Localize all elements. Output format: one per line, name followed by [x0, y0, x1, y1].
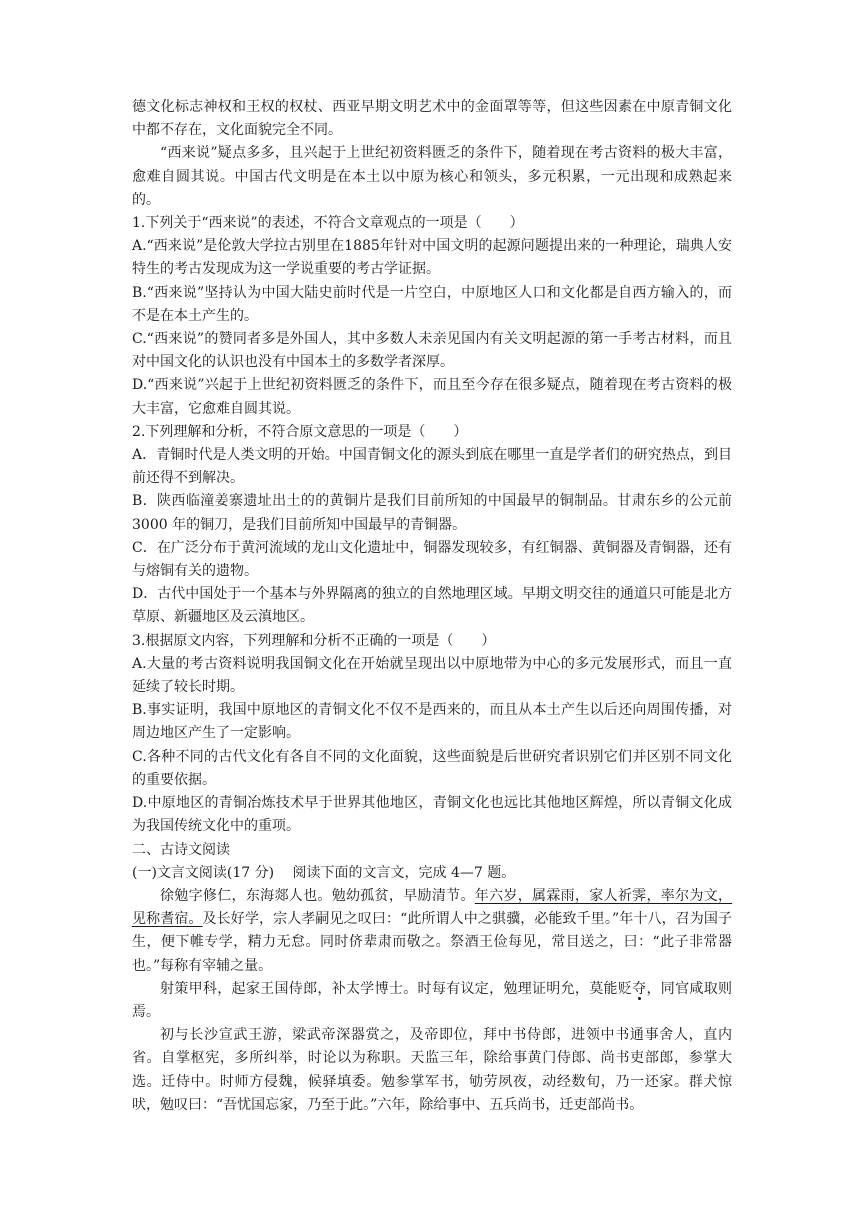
question-2-option-c: C．在广泛分布于黄河流域的龙山文化遗址中，铜器发现较多，有红铜器、黄铜器及青铜器，还有与熔铜有关的遗物。 [132, 539, 732, 580]
question-2-option-b: B．陕西临潼姜寨遗址出土的的黄铜片是我们目前所知的中国最早的铜制品。甘肃东乡的公元前 3000 年的铜刀，是我们目前所知中国最早的青铜器。 [132, 493, 732, 533]
section-subheading: (一)文言文阅读(17 分) 阅读下面的文言文，完成 4—7 题。 [132, 864, 516, 881]
passage-conclusion: “西来说”疑点多多，且兴起于上世纪初资料匮乏的条件下，随着现在考古资料的极大丰富，愈难自圆其说。中国古代文明是在本土以中原为核心和领头，多元积累，一元出现和成熟起来的。 [132, 145, 732, 208]
classical-text: 徐勉字修仁，东海郯人也。勉幼孤贫，早励清节。 [160, 887, 475, 904]
question-1-option-d: D.“西来说”兴起于上世纪初资料匮乏的条件下，而且至今存在很多疑点，随着现在考古资料的极大丰富，它愈难自圆其说。 [132, 377, 732, 417]
classical-paragraph-1 [132, 885, 732, 978]
question-3-option-d: D.中原地区的青铜冶炼技术早于世界其他地区，青铜文化也远比其他地区辉煌，所以青铜文化成为我国传统文化中的重项。 [132, 795, 732, 835]
section-heading: 二、古诗文阅读 [132, 841, 230, 858]
question-1-option-b: B.“西来说”坚持认为中国大陆史前时代是一片空白，中原地区人口和文化都是自西方输入的，而不是在本土产生的。 [132, 284, 732, 324]
passage-continuation: 德文化标志神权和王权的权杖、西亚早期文明艺术中的金面罩等等，但这些因素在中原青铜文化中都不存在，文化面貌完全不同。 [132, 99, 732, 139]
question-1-option-c: C.“西来说”的赞同者多是外国人，其中多数人未亲见国内有关文明起源的第一手考古材料，而且对中国文化的认识也没有中国本土的多数学者深厚。 [132, 331, 732, 371]
page-content [132, 96, 732, 1117]
classical-paragraph-2 [132, 978, 732, 1024]
question-3-option-b: B.事实证明，我国中原地区的青铜文化不仅不是西来的，而且从本土产生以后还向周围传播，对周边地区产生了一定影响。 [132, 702, 732, 742]
question-3-option-a: A.大量的考古资料说明我国铜文化在开始就呈现出以中原地带为中心的多元发展形式，而且一直延续了较长时期。 [132, 655, 732, 696]
emphasis-dotted-char: 夺 [632, 980, 647, 997]
classical-text: 及长好学，宗人孝嗣见之叹曰：“此所谓人中之骐骥，必能致千里。”年十八，召为国子生，便下帷专学，精力无怠。同时侪辈肃而敬之。祭酒王俭每见，常目送之，曰：“此子非常器也。”每称有宰辅之量。 [132, 911, 733, 974]
question-2-option-a: A．青铜时代是人类文明的开始。中国青铜文化的源头到底在哪里一直是学者们的研究热点，到目前还得不到解决。 [132, 447, 732, 487]
question-1-stem: 1.下列关于“西来说”的表述，不符合文章观点的一项是（ ） [132, 215, 524, 232]
classical-text: ，同官咸取则焉。 [132, 980, 733, 1020]
underlined-sentence: 年六岁，属霖雨，家人祈霁，率尔为文，见称耆宿。 [132, 887, 733, 928]
question-2-option-d: D．古代中国处于一个基本与外界隔离的独立的自然地理区域。早期文明交往的通道只可能是北方草原、新疆地区及云滇地区。 [132, 586, 732, 626]
classical-paragraph-3: 初与长沙宣武王游，梁武帝深器赏之，及帝即位，拜中书侍郎，进领中书通事舍人，直内省。自掌枢宪，多所纠举，时论以为称职。天监三年，除给事黄门侍郎、尚书吏部郎，参掌大选。迁侍中。时师方侵魏，候驿填委。勉参掌军书，劬劳夙夜，动经数旬，乃一还家。群犬惊吠，勉叹曰：“吾忧国忘家，乃至于此。”六年，除给事中、五兵尚书，迁吏部尚书。 [132, 1027, 732, 1113]
classical-text: 射策甲科，起家王国侍郎，补太学博士。时每有议定，勉理证明允，莫能贬 [160, 980, 633, 997]
question-2-stem: 2.下列理解和分析，不符合原文意思的一项是（ ） [132, 423, 468, 440]
question-3-stem: 3.根据原文内容，下列理解和分析不正确的一项是（ ） [132, 632, 496, 649]
question-3-option-c: C.各种不同的古代文化有各自不同的文化面貌，这些面貌是后世研究者识别它们并区别不同文化的重要依据。 [132, 748, 732, 788]
question-1-option-a: A.“西来说”是伦敦大学拉古别里在1885年针对中国文明的起源问题提出来的一种理论，瑞典人安特生的考古发现成为这一学说重要的考古学证据。 [132, 238, 732, 278]
